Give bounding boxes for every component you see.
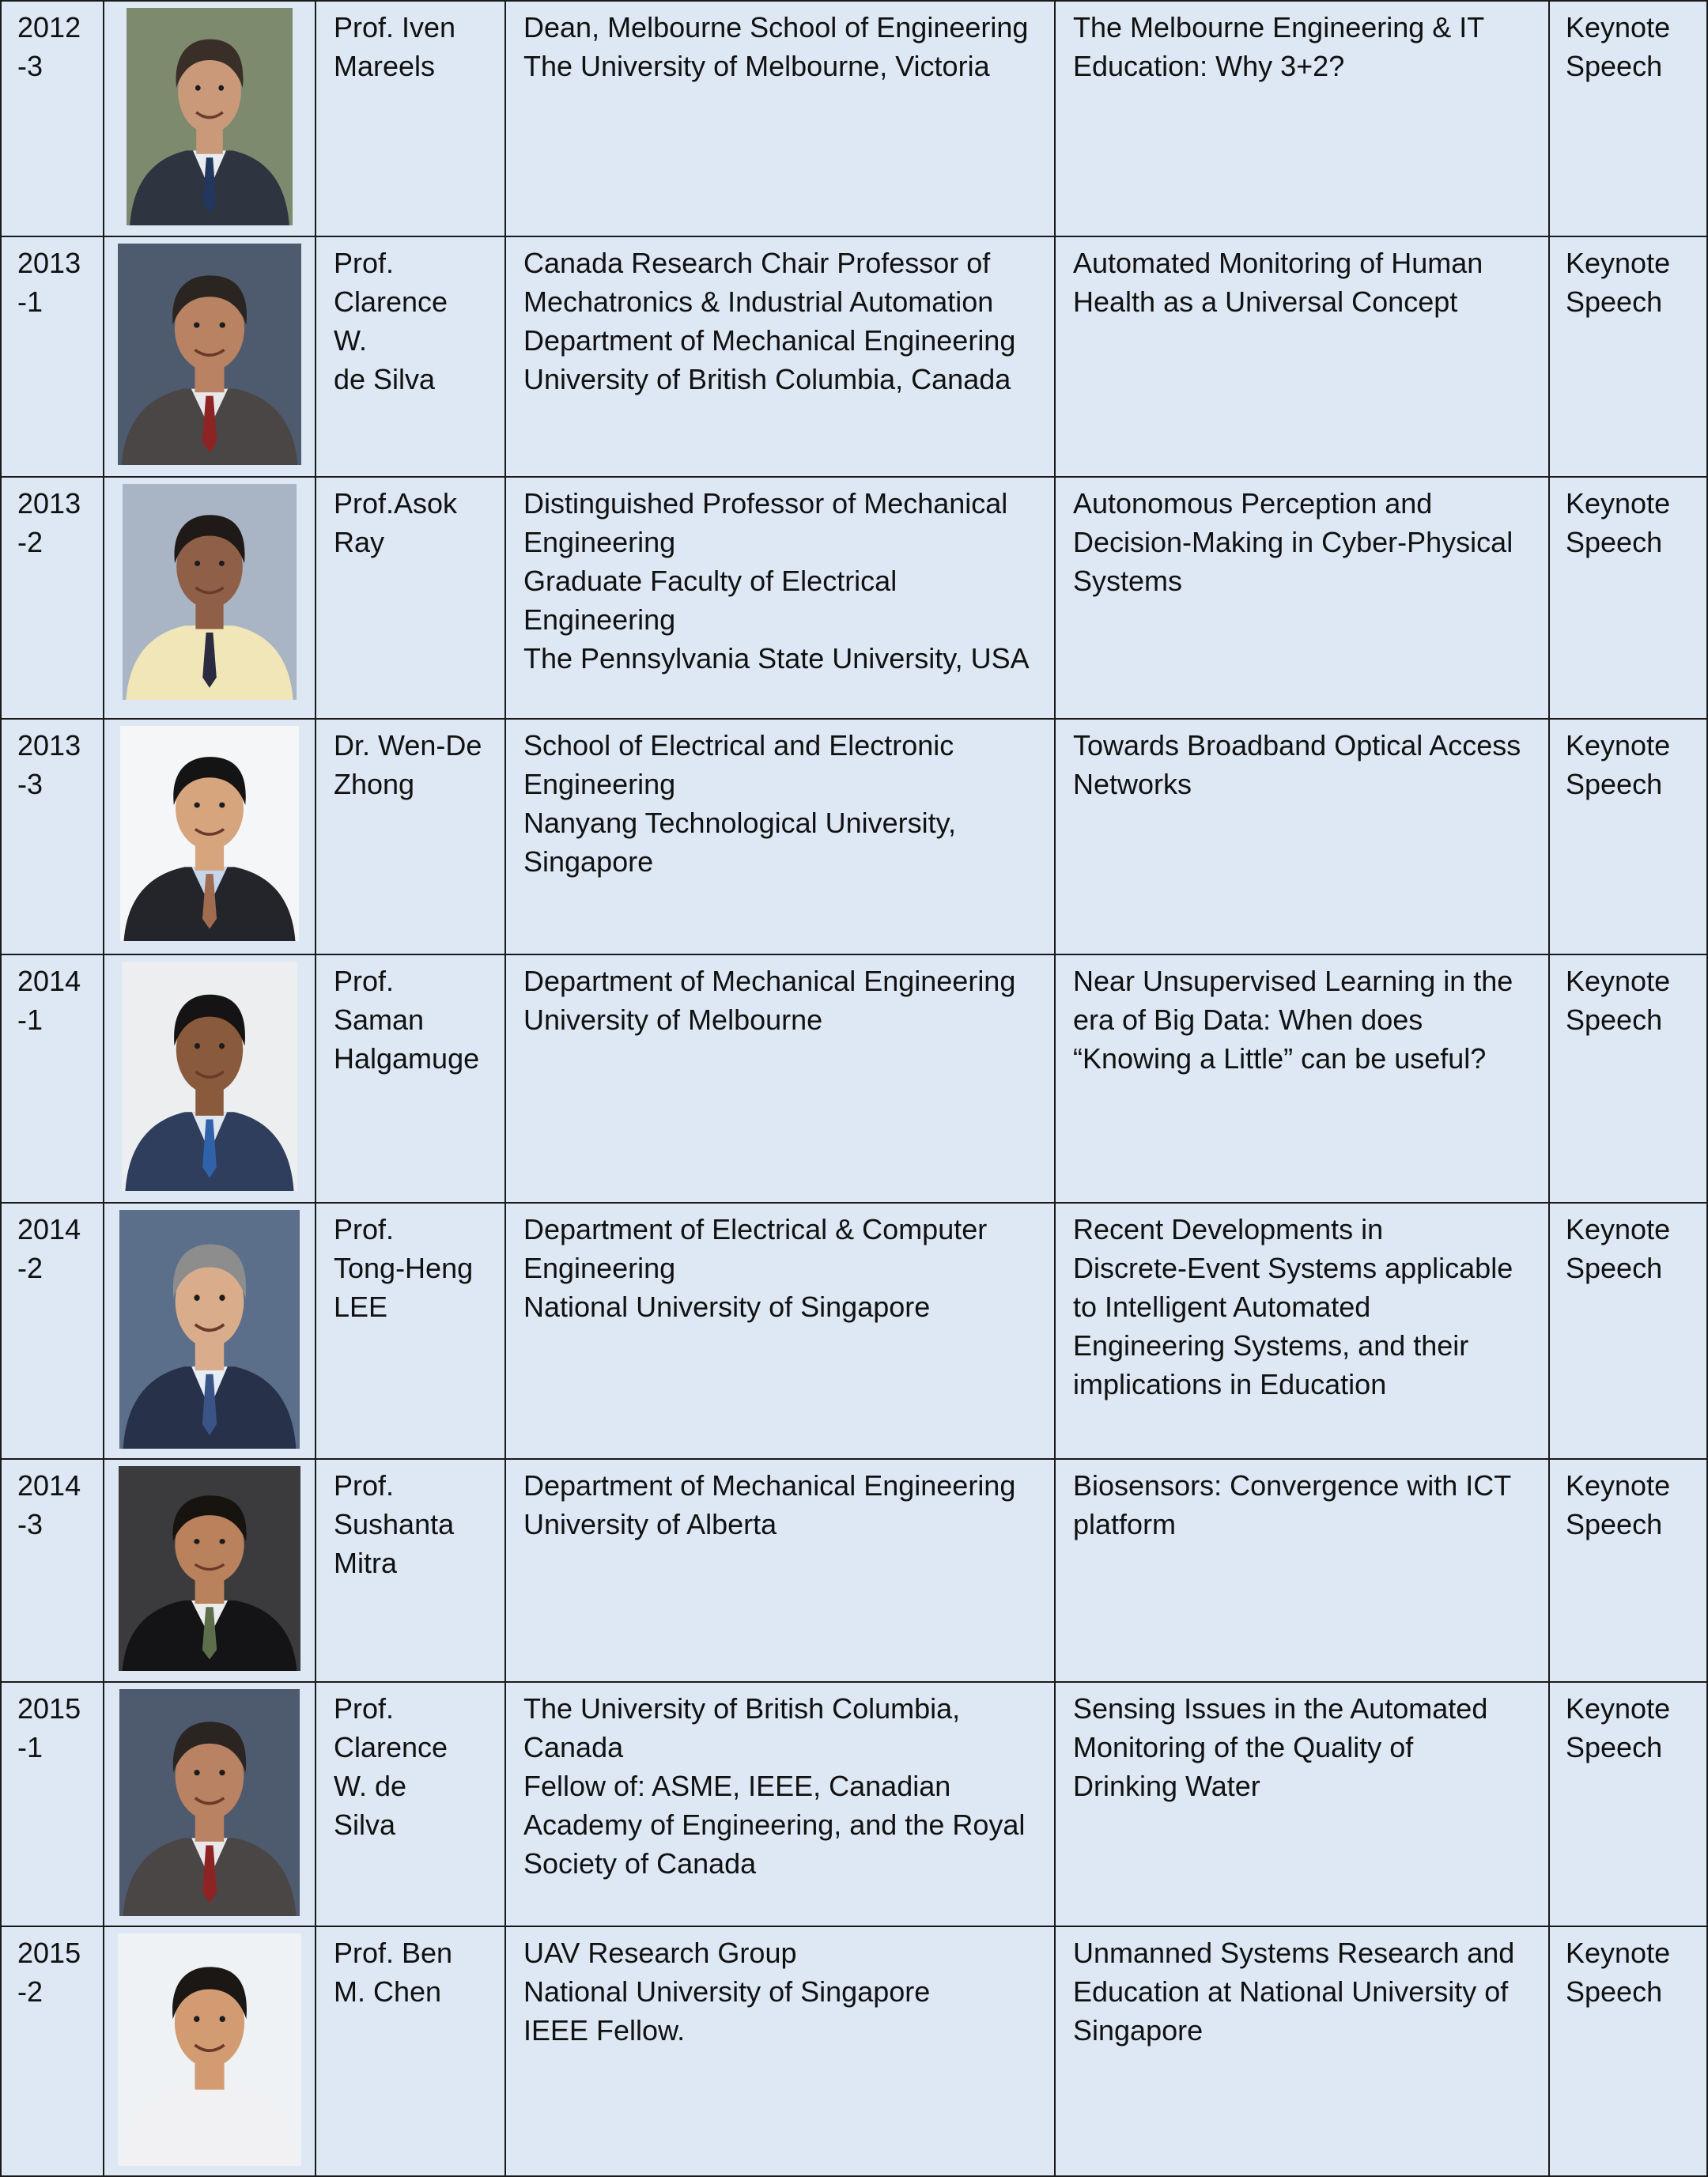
speaker-photo xyxy=(119,1689,300,1916)
talk-title-line: Systems xyxy=(1073,565,1183,597)
speaker-name-line: Prof. Ben xyxy=(334,1937,453,1969)
speaker-name-line: M. Chen xyxy=(334,1975,442,2008)
talk-type-cell xyxy=(1549,236,1707,477)
affiliation-cell xyxy=(505,719,1055,954)
photo-eye xyxy=(195,561,200,566)
affiliation-line: Singapore xyxy=(523,845,654,878)
talk-type-line: Speech xyxy=(1566,1731,1663,1763)
affiliation-cell xyxy=(505,1203,1055,1459)
talk-type-line: Keynote xyxy=(1566,1692,1671,1725)
speaker-table-body xyxy=(1,1,1707,2176)
affiliation-line: National University of Singapore xyxy=(523,1291,931,1323)
talk-title-line: Automated Monitoring of Human xyxy=(1073,247,1483,279)
photo-cell xyxy=(104,1926,316,2176)
speaker-name-line: Mareels xyxy=(334,50,436,82)
session-line: -2 xyxy=(17,1975,43,2008)
speaker-name-cell xyxy=(316,1926,505,2176)
photo-eye xyxy=(194,1770,199,1775)
affiliation-line: Department of Electrical & Computer xyxy=(523,1213,988,1245)
talk-type-cell xyxy=(1549,954,1707,1203)
session-cell xyxy=(1,1,104,236)
affiliation-line: University of Melbourne xyxy=(523,1003,823,1036)
speaker-name-cell xyxy=(316,1459,505,1682)
affiliation-line: Department of Mechanical Engineering xyxy=(523,965,1016,997)
affiliation-line: UAV Research Group xyxy=(523,1937,797,1969)
talk-title-line: Autonomous Perception and xyxy=(1073,487,1433,520)
talk-title-line: “Knowing a Little” can be useful? xyxy=(1073,1042,1487,1075)
table-row xyxy=(1,236,1707,477)
affiliation-line: Dean, Melbourne School of Engineering xyxy=(523,11,1029,43)
speaker-name-line: Prof. xyxy=(334,247,395,279)
affiliation-cell xyxy=(505,477,1055,719)
photo-eye xyxy=(194,1294,199,1301)
talk-title-line: Singapore xyxy=(1073,2014,1204,2047)
affiliation-line: School of Electrical and Electronic xyxy=(523,729,954,762)
speaker-name-line: W. de xyxy=(334,1770,407,1802)
affiliation-cell xyxy=(505,1926,1055,2176)
speaker-name-line: Prof. Iven xyxy=(334,11,456,43)
talk-title-cell xyxy=(1055,1,1549,236)
session-line: -2 xyxy=(17,526,43,558)
session-cell xyxy=(1,236,104,477)
photo-eye xyxy=(219,1294,225,1301)
speaker-name-line: Prof. xyxy=(334,1692,395,1725)
talk-type-line: Speech xyxy=(1566,1975,1663,2008)
session-line: -3 xyxy=(17,50,43,82)
talk-title-line: Discrete-Event Systems applicable xyxy=(1073,1252,1513,1284)
photo-cell xyxy=(104,1203,316,1459)
photo-eye xyxy=(219,803,225,808)
speaker-photo xyxy=(123,484,297,700)
talk-type-line: Keynote xyxy=(1566,1469,1671,1502)
speaker-name-line: Clarence xyxy=(334,1731,448,1763)
talk-type-cell xyxy=(1549,477,1707,719)
speaker-name-cell xyxy=(316,1682,505,1926)
affiliation-line: Engineering xyxy=(523,603,676,636)
talk-type-line: Keynote xyxy=(1566,729,1671,762)
speaker-name-cell xyxy=(316,477,505,719)
session-line: 2013 xyxy=(17,729,81,762)
affiliation-line: Nanyang Technological University, xyxy=(523,807,956,839)
talk-type-line: Speech xyxy=(1566,768,1663,800)
speaker-name-line: LEE xyxy=(334,1291,388,1323)
photo-eye xyxy=(219,1043,225,1049)
photo-cell xyxy=(104,954,316,1203)
talk-title-line: to Intelligent Automated xyxy=(1073,1291,1371,1323)
talk-title-cell xyxy=(1055,719,1549,954)
speaker-photo xyxy=(119,1210,300,1449)
affiliation-line: Distinguished Professor of Mechanical xyxy=(523,487,1008,520)
affiliation-line: Engineering xyxy=(523,526,676,558)
talk-type-line: Keynote xyxy=(1566,247,1671,279)
talk-title-line: Recent Developments in xyxy=(1073,1213,1384,1245)
affiliation-line: National University of Singapore xyxy=(523,1975,931,2008)
talk-title-cell xyxy=(1055,236,1549,477)
speaker-name-cell xyxy=(316,954,505,1203)
talk-type-line: Keynote xyxy=(1566,487,1671,520)
table-row xyxy=(1,477,1707,719)
affiliation-line: Engineering xyxy=(523,1252,676,1284)
session-cell xyxy=(1,1682,104,1926)
session-line: 2013 xyxy=(17,487,81,520)
speaker-photo xyxy=(119,1466,300,1671)
talk-title-cell xyxy=(1055,1459,1549,1682)
talk-title-line: Drinking Water xyxy=(1073,1770,1260,1802)
photo-eye xyxy=(195,803,200,808)
session-cell xyxy=(1,1203,104,1459)
session-line: -1 xyxy=(17,1731,43,1763)
talk-title-line: Health as a Universal Concept xyxy=(1073,285,1458,318)
affiliation-line: Graduate Faculty of Electrical xyxy=(523,565,897,597)
table-row xyxy=(1,1682,1707,1926)
affiliation-line: Academy of Engineering, and the Royal xyxy=(523,1808,1026,1841)
talk-title-line: Unmanned Systems Research and xyxy=(1073,1937,1515,1969)
speaker-name-line: Tong-Heng xyxy=(334,1252,474,1284)
talk-type-line: Keynote xyxy=(1566,11,1671,43)
speaker-photo xyxy=(122,962,297,1191)
session-line: -1 xyxy=(17,1003,43,1036)
session-line: -1 xyxy=(17,285,43,318)
talk-title-line: implications in Education xyxy=(1073,1368,1387,1400)
speaker-name-line: Dr. Wen-De xyxy=(334,729,482,762)
speaker-photo xyxy=(118,1933,301,2166)
talk-title-line: The Melbourne Engineering & IT xyxy=(1073,11,1485,43)
session-line: 2014 xyxy=(17,1469,81,1502)
talk-type-cell xyxy=(1549,719,1707,954)
talk-title-cell xyxy=(1055,1682,1549,1926)
affiliation-cell xyxy=(505,1,1055,236)
talk-type-cell xyxy=(1549,1926,1707,2176)
speaker-name-line: Zhong xyxy=(334,768,415,800)
photo-cell xyxy=(104,236,316,477)
affiliation-line: University of British Columbia, Canada xyxy=(523,363,1011,395)
photo-eye xyxy=(194,1539,199,1544)
table-row xyxy=(1,719,1707,954)
talk-title-line: Near Unsupervised Learning in the xyxy=(1073,965,1513,997)
session-line: 2014 xyxy=(17,1213,81,1245)
photo-eye xyxy=(220,2016,225,2022)
photo-eye xyxy=(194,322,199,327)
affiliation-line: Department of Mechanical Engineering xyxy=(523,324,1016,357)
session-line: -2 xyxy=(17,1252,43,1284)
affiliation-line: The University of Melbourne, Victoria xyxy=(523,50,990,82)
speaker-name-line: Prof. Saman xyxy=(334,965,425,1036)
affiliation-line: Engineering xyxy=(523,768,676,800)
photo-cell xyxy=(104,477,316,719)
affiliation-line: The Pennsylvania State University, USA xyxy=(523,642,1030,675)
talk-type-line: Speech xyxy=(1566,1252,1663,1284)
table-row xyxy=(1,1459,1707,1682)
session-line: 2013 xyxy=(17,247,81,279)
photo-eye xyxy=(195,85,201,91)
session-cell xyxy=(1,954,104,1203)
talk-title-line: Networks xyxy=(1073,768,1192,800)
table-row xyxy=(1,1203,1707,1459)
speaker-name-cell xyxy=(316,1203,505,1459)
affiliation-cell xyxy=(505,1682,1055,1926)
talk-title-line: Education at National University of xyxy=(1073,1975,1509,2008)
talk-title-line: Decision-Making in Cyber-Physical xyxy=(1073,526,1513,558)
session-line: -3 xyxy=(17,768,43,800)
photo-eye xyxy=(194,2016,199,2022)
session-line: 2015 xyxy=(17,1692,81,1725)
photo-cell xyxy=(104,1682,316,1926)
speaker-name-line: Prof. xyxy=(334,1469,395,1502)
speaker-photo xyxy=(120,726,299,941)
talk-title-line: Engineering Systems, and their xyxy=(1073,1329,1469,1362)
talk-type-cell xyxy=(1549,1459,1707,1682)
session-line: 2014 xyxy=(17,965,81,997)
speaker-name-line: Mitra xyxy=(334,1547,397,1579)
talk-type-cell xyxy=(1549,1203,1707,1459)
talk-title-line: Education: Why 3+2? xyxy=(1073,50,1345,82)
session-cell xyxy=(1,477,104,719)
photo-eye xyxy=(220,322,225,327)
talk-type-line: Speech xyxy=(1566,285,1663,318)
photo-eye xyxy=(218,85,224,91)
affiliation-line: University of Alberta xyxy=(523,1508,777,1540)
table-row xyxy=(1,1926,1707,2176)
speaker-name-line: Halgamuge xyxy=(334,1042,480,1075)
photo-eye xyxy=(219,1770,225,1775)
speaker-name-line: de Silva xyxy=(334,363,436,395)
affiliation-line: Society of Canada xyxy=(523,1847,757,1880)
photo-eye xyxy=(195,1043,200,1049)
talk-type-line: Keynote xyxy=(1566,965,1671,997)
photo-cell xyxy=(104,1,316,236)
session-cell xyxy=(1,719,104,954)
speaker-name-line: Silva xyxy=(334,1808,396,1841)
speaker-name-line: Prof.Asok xyxy=(334,487,458,520)
speaker-name-cell xyxy=(316,719,505,954)
affiliation-cell xyxy=(505,236,1055,477)
affiliation-line: Mechatronics & Industrial Automation xyxy=(523,285,994,318)
talk-type-line: Keynote xyxy=(1566,1937,1671,1969)
talk-title-line: Towards Broadband Optical Access xyxy=(1073,729,1521,762)
talk-title-line: Biosensors: Convergence with ICT xyxy=(1073,1469,1512,1502)
affiliation-line: Canada Research Chair Professor of xyxy=(523,247,991,279)
session-line: 2015 xyxy=(17,1937,81,1969)
talk-type-line: Speech xyxy=(1566,1003,1663,1036)
talk-title-cell xyxy=(1055,477,1549,719)
photo-eye xyxy=(219,561,225,566)
session-cell xyxy=(1,1926,104,2176)
talk-title-line: Sensing Issues in the Automated xyxy=(1073,1692,1488,1725)
table-row xyxy=(1,1,1707,236)
talk-type-line: Speech xyxy=(1566,50,1663,82)
speaker-name-line: Clarence W. xyxy=(334,285,448,357)
talk-title-cell xyxy=(1055,954,1549,1203)
talk-type-line: Speech xyxy=(1566,526,1663,558)
talk-title-line: Monitoring of the Quality of xyxy=(1073,1731,1414,1763)
talk-title-line: era of Big Data: When does xyxy=(1073,1003,1423,1036)
photo-cell xyxy=(104,719,316,954)
speaker-name-line: Sushanta xyxy=(334,1508,455,1540)
speaker-photo xyxy=(127,8,293,225)
talk-type-line: Keynote xyxy=(1566,1213,1671,1245)
speaker-name-cell xyxy=(316,236,505,477)
affiliation-line: IEEE Fellow. xyxy=(523,2014,686,2047)
table-row xyxy=(1,954,1707,1203)
session-cell xyxy=(1,1459,104,1682)
talk-title-cell xyxy=(1055,1926,1549,2176)
speaker-name-line: Prof. xyxy=(334,1213,395,1245)
session-line: 2012 xyxy=(17,11,81,43)
photo-eye xyxy=(219,1539,225,1544)
affiliation-line: Fellow of: ASME, IEEE, Canadian xyxy=(523,1770,951,1802)
talk-type-cell xyxy=(1549,1682,1707,1926)
talk-type-line: Speech xyxy=(1566,1508,1663,1540)
affiliation-line: Department of Mechanical Engineering xyxy=(523,1469,1016,1502)
talk-type-cell xyxy=(1549,1,1707,236)
talk-title-line: platform xyxy=(1073,1508,1177,1540)
talk-title-cell xyxy=(1055,1203,1549,1459)
photo-cell xyxy=(104,1459,316,1682)
speaker-name-line: Ray xyxy=(334,526,385,558)
session-line: -3 xyxy=(17,1508,43,1540)
affiliation-line: Canada xyxy=(523,1731,624,1763)
affiliation-cell xyxy=(505,954,1055,1203)
speaker-name-cell xyxy=(316,1,505,236)
affiliation-cell xyxy=(505,1459,1055,1682)
speaker-photo xyxy=(118,244,301,465)
affiliation-line: The University of British Columbia, xyxy=(523,1692,961,1725)
